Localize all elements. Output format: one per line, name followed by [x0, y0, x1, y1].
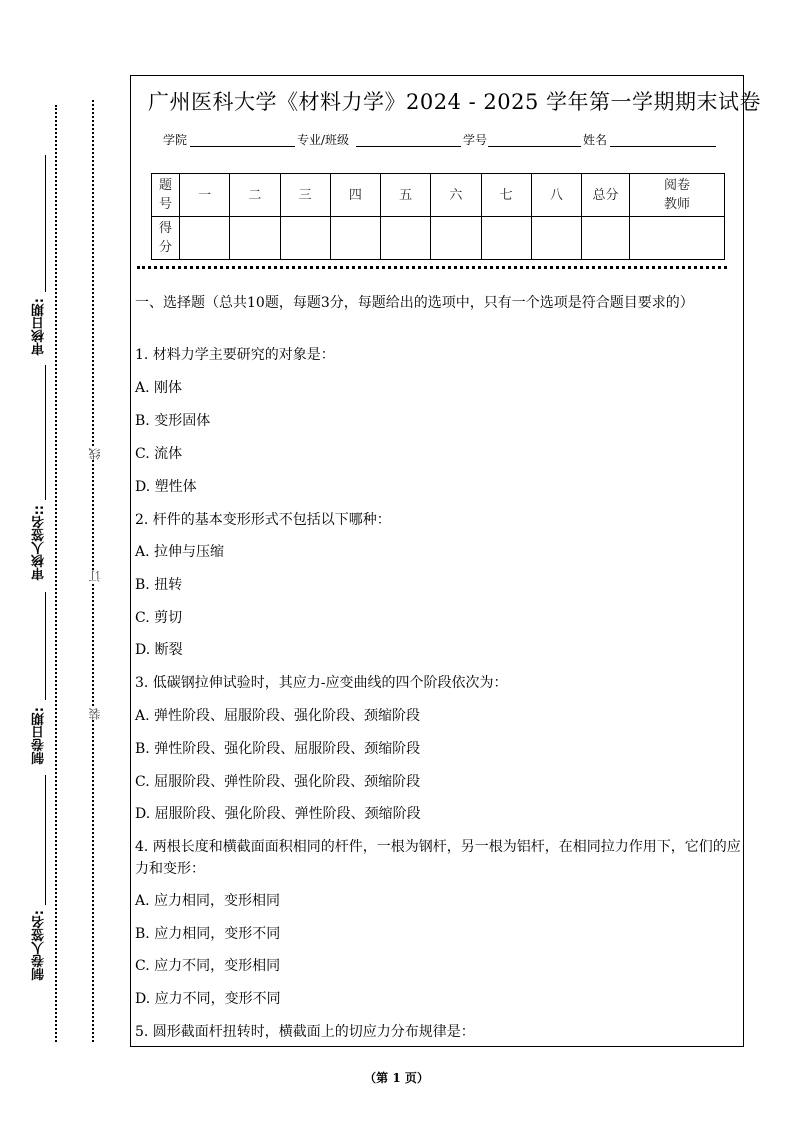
option-line: B. 应力相同，变形不同 — [135, 926, 281, 942]
option-line: C. 剪切 — [135, 610, 183, 626]
score-cell[interactable] — [481, 217, 531, 260]
col-2: 二 — [230, 174, 280, 217]
col-8: 八 — [531, 174, 581, 217]
page-number: （第 1 页） — [364, 1071, 429, 1085]
name-label: 姓名 — [583, 133, 608, 147]
binding-char-mount: 装 — [88, 708, 102, 720]
prep-date-underline — [45, 592, 46, 700]
grader-cell[interactable] — [630, 217, 725, 260]
binding-char-order: 订 — [88, 570, 102, 582]
score-cell[interactable] — [531, 217, 581, 260]
review-date-label: 审核日期: — [32, 298, 47, 356]
score-table-header-row — [152, 174, 725, 217]
col-3: 三 — [280, 174, 330, 217]
reviewer-sign-underline — [45, 365, 46, 500]
col-7: 七 — [481, 174, 531, 217]
option-line: A. 拉伸与压缩 — [135, 544, 225, 560]
score-header: 得 分 — [152, 217, 180, 260]
score-table — [151, 173, 725, 260]
question-line: 3. 低碳钢拉伸试验时，其应力-应变曲线的四个阶段依次为： — [135, 675, 508, 691]
col-grader: 阅卷 教师 — [630, 174, 725, 217]
college-label: 学院 — [163, 133, 188, 147]
student-id-label: 学号 — [463, 133, 488, 147]
option-line: C. 屈服阶段、弹性阶段、强化阶段、颈缩阶段 — [135, 774, 421, 790]
prep-date-label: 制卷日期: — [32, 707, 47, 765]
option-line: A. 应力相同，变形相同 — [135, 893, 281, 909]
option-line: C. 流体 — [135, 446, 183, 462]
college-field[interactable] — [190, 146, 295, 147]
preparer-sign-label: 制卷人签名: — [32, 910, 47, 981]
score-table-score-row — [152, 217, 725, 260]
score-cell[interactable] — [381, 217, 431, 260]
col-total: 总分 — [582, 174, 630, 217]
question-line: 4. 两根长度和横截面面积相同的杆件，一根为钢杆，另一根为铝杆，在相同拉力作用下，它们的应力和变形： — [135, 839, 741, 877]
score-cell[interactable] — [280, 217, 330, 260]
outer-dotted-line — [55, 105, 57, 1042]
option-line: A. 刚体 — [135, 380, 183, 396]
option-line: D. 屈服阶段、强化阶段、弹性阶段、颈缩阶段 — [135, 806, 421, 822]
major-class-label: 专业/班级 — [297, 133, 350, 147]
col-5: 五 — [381, 174, 431, 217]
option-line: D. 断裂 — [135, 642, 183, 658]
score-cell[interactable] — [582, 217, 630, 260]
option-line: D. 应力不同，变形不同 — [135, 991, 281, 1007]
score-cell[interactable] — [180, 217, 230, 260]
student-id-field[interactable] — [488, 146, 581, 147]
col-6: 六 — [431, 174, 481, 217]
option-line: B. 变形固体 — [135, 413, 211, 429]
col-1: 一 — [180, 174, 230, 217]
reviewer-sign-label: 审核人签名:: — [32, 505, 47, 581]
dotted-separator — [137, 266, 727, 269]
option-line: C. 应力不同，变形相同 — [135, 958, 281, 974]
col-4: 四 — [330, 174, 380, 217]
option-line: B. 扭转 — [135, 577, 183, 593]
section-heading: 一、选择题（总共10题，每题3分，每题给出的选项中，只有一个选项是符合题目要求的） — [135, 295, 694, 311]
name-field[interactable] — [610, 146, 716, 147]
preparer-sign-underline — [45, 775, 46, 905]
score-cell[interactable] — [230, 217, 280, 260]
question-line: 5. 圆形截面杆扭转时，横截面上的切应力分布规律是： — [135, 1024, 475, 1040]
question-number-header: 题 号 — [152, 174, 180, 217]
option-line: A. 弹性阶段、屈服阶段、强化阶段、颈缩阶段 — [135, 708, 421, 724]
option-line: B. 弹性阶段、强化阶段、屈服阶段、颈缩阶段 — [135, 741, 421, 757]
question-line: 2. 杆件的基本变形形式不包括以下哪种： — [135, 512, 391, 528]
question-line: 1. 材料力学主要研究的对象是： — [135, 347, 335, 363]
review-date-underline — [45, 155, 46, 292]
score-cell[interactable] — [330, 217, 380, 260]
binding-char-line: 线 — [88, 448, 102, 460]
exam-title: 广州医科大学《材料力学》2024 - 2025 学年第一学期期末试卷 — [148, 90, 762, 114]
score-cell[interactable] — [431, 217, 481, 260]
option-line: D. 塑性体 — [135, 479, 197, 495]
major-class-field[interactable] — [356, 146, 461, 147]
